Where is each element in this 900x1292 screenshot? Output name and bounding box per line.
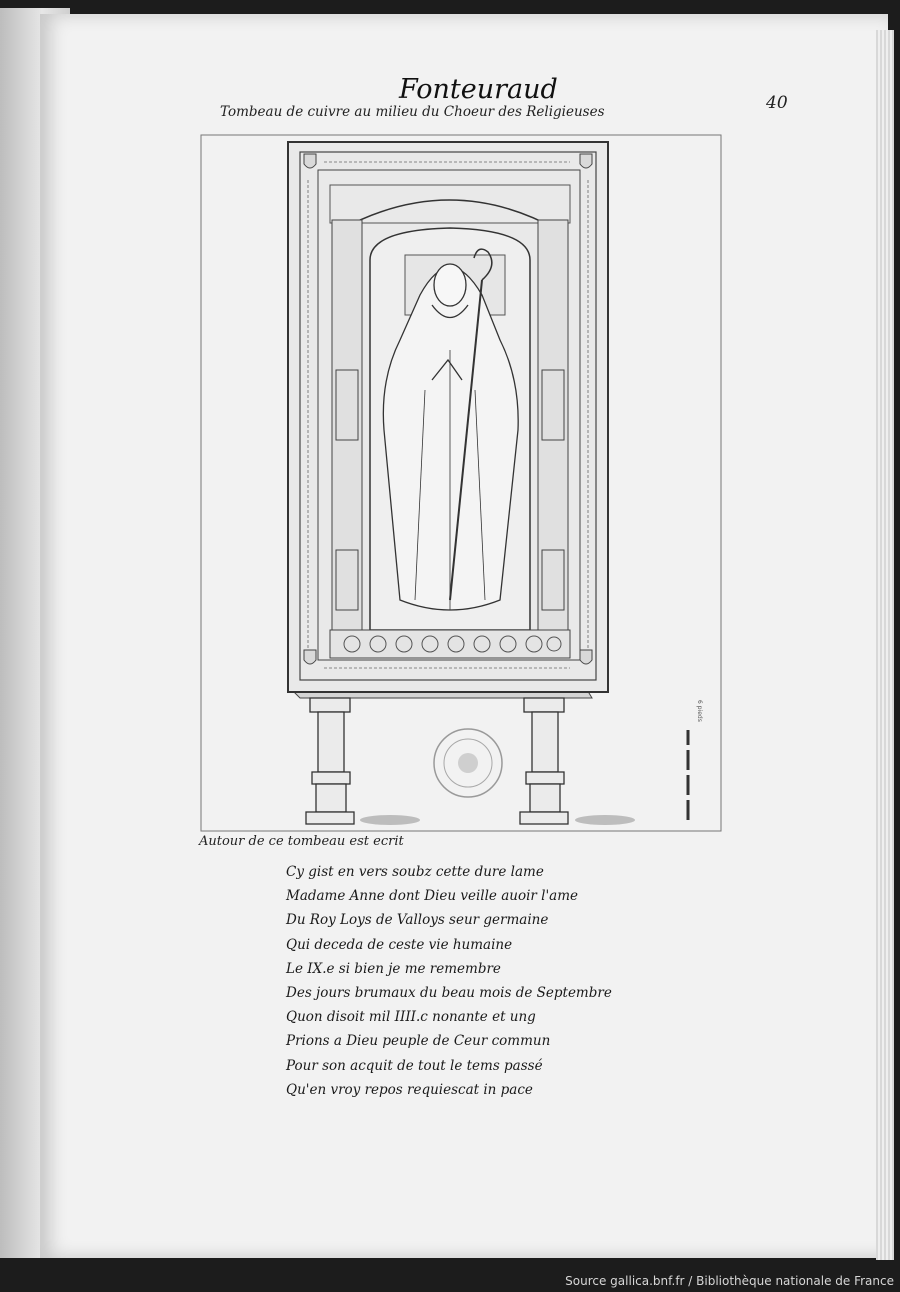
epitaph-text — [286, 860, 612, 1102]
epitaph-line: Quon disoit mil IIII.c nonante et ung — [286, 1009, 536, 1026]
page-subtitle: Tombeau de cuivre au milieu du Choeur des Religieuses — [220, 104, 605, 120]
page-edges — [876, 30, 894, 1260]
library-stamp — [434, 729, 502, 797]
epitaph-line: Qui deceda de ceste vie humaine — [286, 936, 513, 953]
epitaph-line: Prions a Dieu peuple de Ceur commun — [286, 1033, 551, 1050]
epitaph-line: Cy gist en vers soubz cette dure lame — [286, 864, 544, 880]
epitaph-line: Madame Anne dont Dieu veille auoir l'ame — [286, 888, 579, 905]
source-credit: Source gallica.bnf.fr / Bibliothèque nationale de France — [565, 1274, 894, 1288]
tomb-drawing — [200, 130, 724, 832]
epitaph-line: Le IX.e si bien je me remembre — [286, 960, 501, 977]
epitaph-line: Pour son acquit de tout le tems passé — [286, 1057, 543, 1074]
epitaph-line: Qu'en vroy repos requiescat in pace — [286, 1081, 533, 1098]
epitaph-line: Du Roy Loys de Valloys seur germaine — [286, 912, 549, 929]
epitaph-line: Des jours brumaux du beau mois de Septembre — [286, 985, 612, 1002]
folio-number: 40 — [766, 93, 788, 113]
epitaph-caption: Autour de ce tombeau est ecrit — [199, 834, 404, 849]
page-title: Fonteuraud — [399, 74, 558, 105]
scale-label: 6 pieds — [696, 700, 703, 722]
